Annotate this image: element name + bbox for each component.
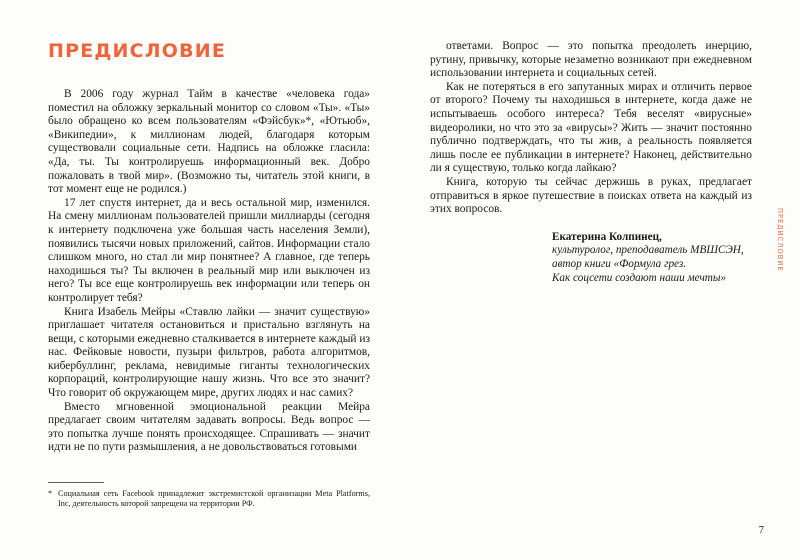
signature-block (430, 231, 752, 285)
page-spine-divider (399, 0, 400, 560)
paragraph: Книга Изабель Мейры «Ставлю лайки — значит существую» приглашает читателя остановиться и пристально взглянуть на вещи, с которыми ежедневно сталкивается в интернете каждый из нас. Фейковые новости, пузыри фильтров, работа алгоритмов, кибербуллинг, реклама, невидимые гиганты технологических корпораций, контролирующие нашу жизнь. Что все это значит? Что говорит об окружающем мире, других людях и нас самих? (48, 305, 370, 400)
running-side-label: ПРЕДИСЛОВИЕ (776, 208, 784, 272)
signature-book-title-1: автор книги «Формула грез. (552, 257, 687, 270)
right-text-column (430, 40, 752, 285)
footnote-text: Социальная сеть Facebook принадлежит экстремистской организации Meta Platforms, Inc, деятельность которой запрещена на территории РФ. (58, 489, 370, 509)
paragraph: ответами. Вопрос — это попытка преодолеть инерцию, рутину, привычку, которые незаметно возникают при ежедневном использовании интернета и социальных сетей. (430, 40, 752, 80)
footnote-text-wrap (48, 489, 370, 510)
paragraph: Книга, которую ты сейчас держишь в руках, предлагает отправиться в яркое путешествие в поисках ответа на каждый из этих вопросов. (430, 175, 752, 216)
footnote-divider (48, 482, 104, 483)
signature-credential: культуролог, преподаватель МВШСЭН, (552, 244, 744, 257)
page-title: ПРЕДИСЛОВИЕ (48, 40, 227, 62)
paragraph: 17 лет спустя интернет, да и весь остальной мир, изменился. На смену миллионам пользователей пришли миллиарды (сегодня к интернету подключена уже большая часть населения Земли), появились тысячи новых приложений, сайтов. Информации стало слишком много, но стал ли мир понятнее? А главное, где теперь находишься ты? Ты включен в реальный мир или выключен из него? Ты все еще контролируешь век информации или теперь он контролирует тебя? (48, 196, 370, 304)
paragraph: В 2006 году журнал Тайм в качестве «человека года» поместил на обложку зеркальный монитор со словом «Ты». «Ты» было обращено ко всем пользователям «Фэйсбук»*, «Ютьюб», «Википедии», к миллионам людей, благодаря которым существовали социальные сети. Надпись на обложке гласила: «Да, ты. Ты контролируешь информационный век. Добро пожаловать в твой мир». (Возможно ты, читатель этой книги, в тот момент еще не родился.) (48, 88, 370, 196)
footnote-marker: * (48, 489, 53, 498)
signature-book-title-2: Как соцсети создают наши мечты» (552, 271, 727, 284)
paragraph: Вместо мгновенной эмоциональной реакции Мейра предлагает своим читателям задавать вопросы. Ведь вопрос — это попытка лучше понять происходящее. Спрашивать — значит идти не по пути размышления, а не довольствоваться готовыми (48, 400, 370, 454)
paragraph: Как не потеряться в его запутанных мирах и отличить первое от второго? Почему ты находишься в интернете, когда даже не испытываешь особого интереса? Тебя веселят «вирусные» видеоролики, но что это за «вирусы»? Жить — значит постоянно публично подтверждать, что ты жив, а реальность появляется лишь после ее публикации в интернете? Наконец, действительно ли я существую, только когда лайкаю? (430, 80, 752, 175)
left-text-column (48, 40, 370, 455)
page-number: 7 (758, 525, 764, 536)
footnote-block (48, 482, 370, 510)
signature-author: Екатерина Колпинец, (552, 230, 662, 243)
